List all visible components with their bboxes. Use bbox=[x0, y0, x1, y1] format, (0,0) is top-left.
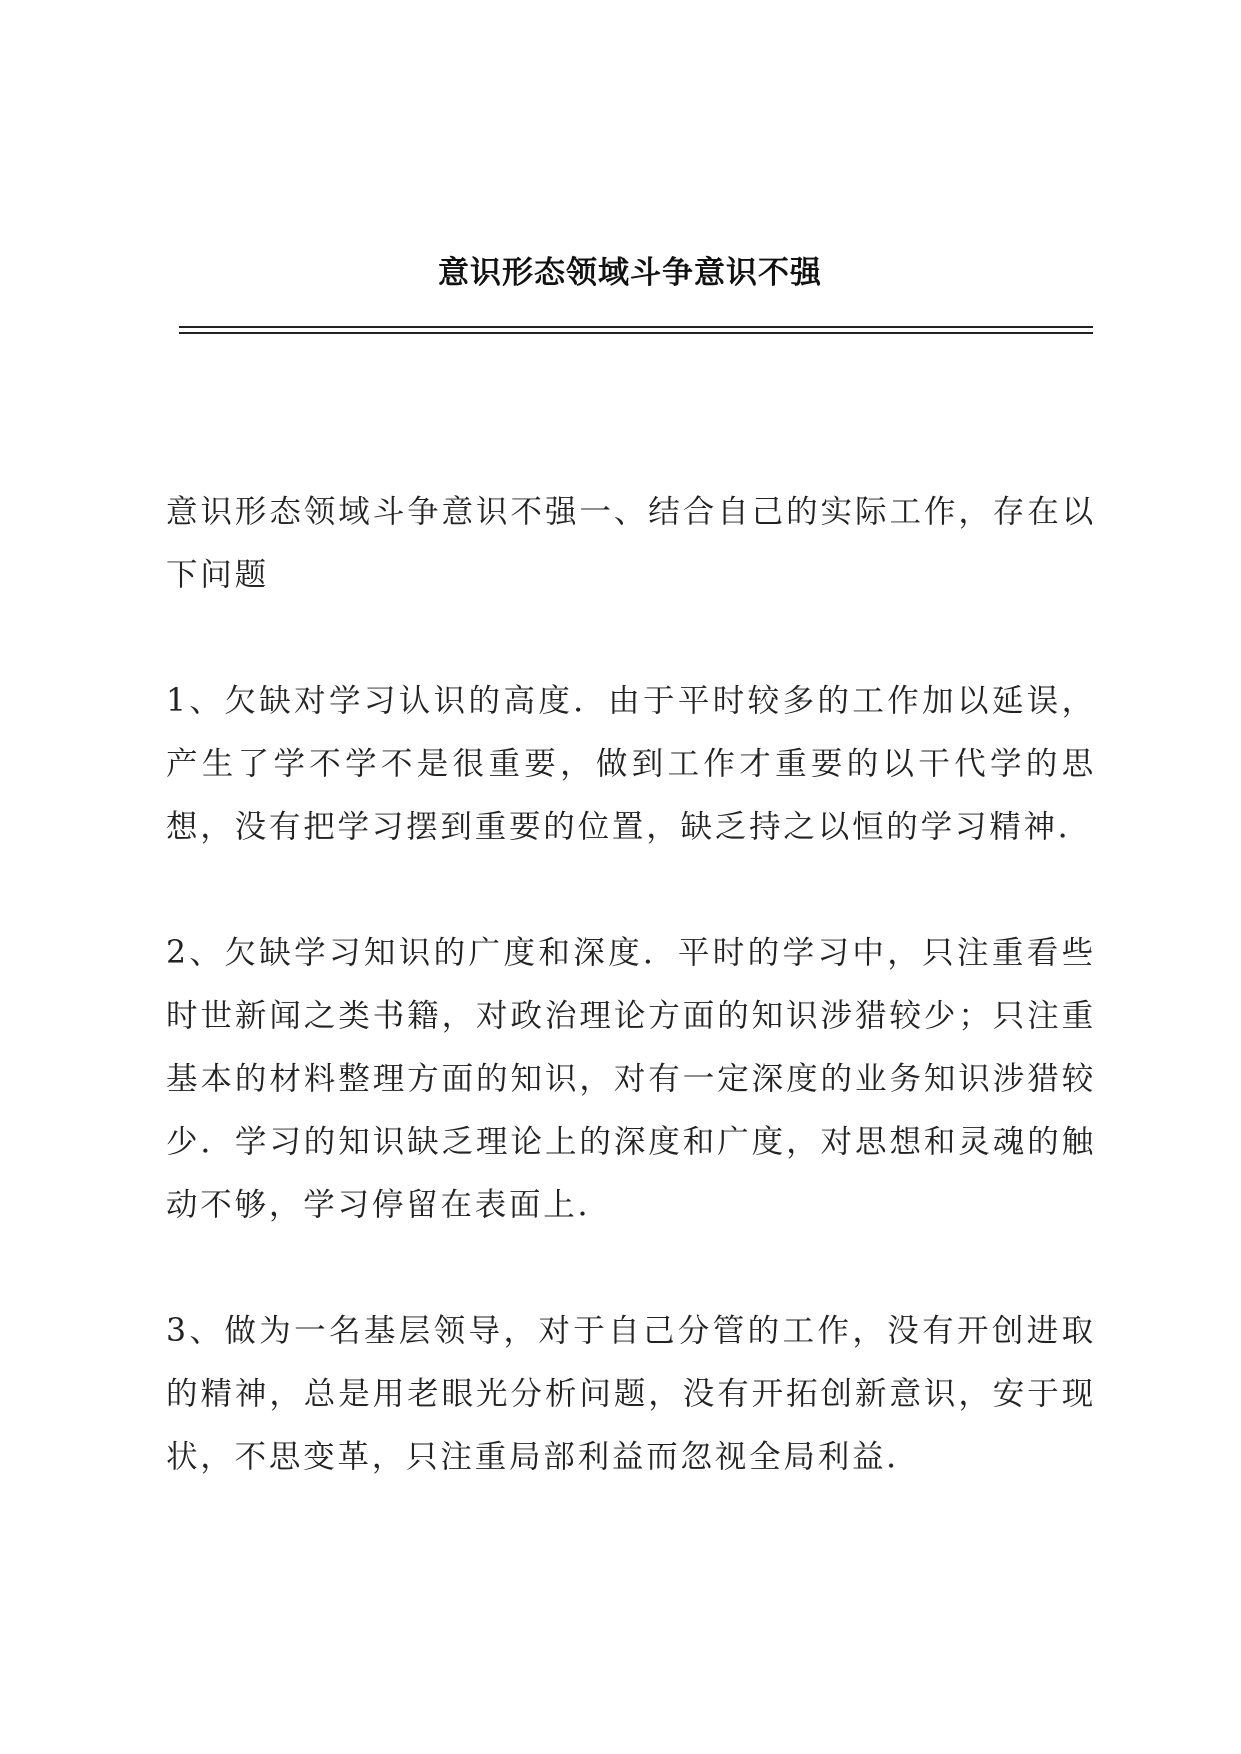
paragraph-item-3: 3、做为一名基层领导，对于自己分管的工作，没有开创进取的精神，总是用老眼光分析问题，没有开拓创新意识，安于现状，不思变革，只注重局部利益而忽视全局利益． bbox=[166, 1313, 1096, 1475]
paragraph-item-2: 2、欠缺学习知识的广度和深度．平时的学习中，只注重看些时世新闻之类书籍，对政治理论方面的知识涉猎较少；只注重基本的材料整理方面的知识，对有一定深度的业务知识涉猎较少．学习的知识缺乏理论上的深度和广度，对思想和灵魂的触动不够，学习停留在表面上． bbox=[166, 935, 1096, 1223]
paragraph-intro: 意识形态领域斗争意识不强一、结合自己的实际工作，存在以下问题 bbox=[166, 494, 1096, 593]
document-title: 意识形态领域斗争意识不强 bbox=[438, 255, 822, 291]
title-divider-top bbox=[179, 326, 1093, 328]
paragraph-item-1: 1、欠缺对学习认识的高度．由于平时较多的工作加以延误，产生了学不学不是很重要，做到工作才重要的以干代学的思想，没有把学习摆到重要的位置，缺乏持之以恒的学习精神． bbox=[166, 683, 1096, 845]
document-body bbox=[166, 481, 1096, 1552]
title-divider-bottom bbox=[179, 332, 1093, 334]
